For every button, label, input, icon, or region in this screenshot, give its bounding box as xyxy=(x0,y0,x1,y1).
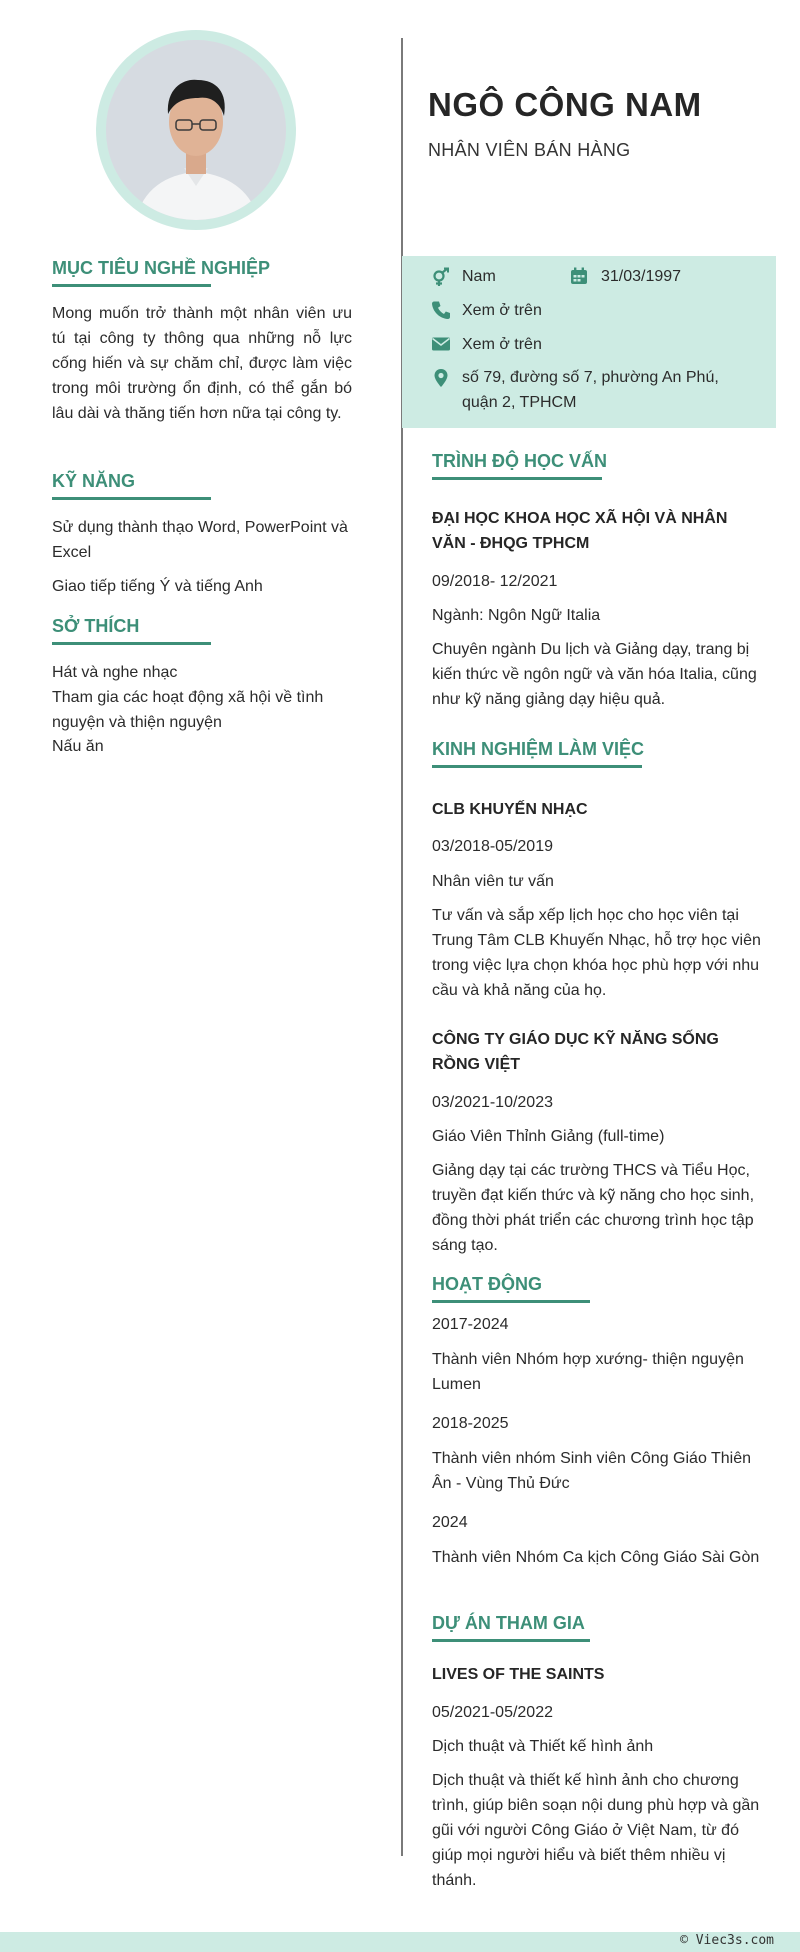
education-title: TRÌNH ĐỘ HỌC VẤN xyxy=(432,451,607,471)
job-title: NHÂN VIÊN BÁN HÀNG xyxy=(428,140,631,160)
projects-title: DỰ ÁN THAM GIA xyxy=(432,1613,585,1633)
avatar-portrait-icon xyxy=(106,40,286,220)
hobby-item: Hát và nghe nhạc xyxy=(52,664,178,681)
address-line-2: quận 2, TPHCM xyxy=(462,394,577,411)
activities-underline xyxy=(432,1300,590,1303)
job-period: 03/2018-05/2019 xyxy=(432,838,553,855)
job-company: CLB KHUYẾN NHẠC xyxy=(432,801,588,818)
activities-title: HOẠT ĐỘNG xyxy=(432,1274,542,1294)
location-icon xyxy=(431,368,451,388)
project-description: Dịch thuật và thiết kế hình ảnh cho chương trình, giúp biên soạn nội dung phù hợp và gần gũi với người Công Giáo ở Việt Nam, từ đó giúp mọi người hiểu và biết thêm nhiều vị thánh. xyxy=(432,1772,760,1889)
education-period: 09/2018- 12/2021 xyxy=(432,573,558,590)
avatar xyxy=(106,40,286,220)
experience-underline xyxy=(432,765,642,768)
skills-underline xyxy=(52,497,211,500)
project-role: Dịch thuật và Thiết kế hình ảnh xyxy=(432,1738,654,1755)
objective-title: MỤC TIÊU NGHỀ NGHIỆP xyxy=(52,258,271,278)
job-company: CÔNG TY GIÁO DỤC KỸ NĂNG SỐNG RỒNG VIỆT xyxy=(432,1031,719,1073)
project-name: LIVES OF THE SAINTS xyxy=(432,1666,605,1683)
activity-description: Thành viên nhóm Sinh viên Công Giáo Thiên Ân - Vùng Thủ Đức xyxy=(432,1450,752,1492)
skills-title: KỸ NĂNG xyxy=(52,471,136,491)
education-school: ĐẠI HỌC KHOA HỌC XÃ HỘI VÀ NHÂN VĂN - ĐHQG TPHCM xyxy=(432,510,728,552)
activity-year: 2017-2024 xyxy=(432,1316,509,1333)
education-description: Chuyên ngành Du lịch và Giảng dạy, trang bị kiến thức về ngôn ngữ và văn hóa Italia, cũng như kỹ năng giảng dạy hiệu quả. xyxy=(432,641,757,708)
hobby-item: Nấu ăn xyxy=(52,738,104,755)
hobbies-underline xyxy=(52,642,211,645)
hobby-item: Tham gia các hoạt động xã hội về tình nguyện và thiện nguyện xyxy=(52,689,324,731)
job-role: Giáo Viên Thỉnh Giảng (full-time) xyxy=(432,1128,665,1145)
job-description: Tư vấn và sắp xếp lịch học cho học viên tại Trung Tâm CLB Khuyến Nhạc, hỗ trợ học viên trong việc lựa chọn khóa học phù hợp với nhu cầu và khả năng của họ. xyxy=(432,907,761,999)
activity-description: Thành viên Nhóm hợp xướng- thiện nguyện Lumen xyxy=(432,1351,744,1393)
objective-underline xyxy=(52,284,211,287)
experience-title: KINH NGHIỆM LÀM VIỆC xyxy=(432,739,645,759)
gender-icon xyxy=(431,267,451,287)
phone-value: Xem ở trên xyxy=(462,302,542,319)
projects-underline xyxy=(432,1639,590,1642)
job-description: Giảng dạy tại các trường THCS và Tiểu Học, truyền đạt kiến thức và kỹ năng cho học sinh, đồng thời phát triển các chương trình học tập sáng tạo. xyxy=(432,1162,755,1254)
contact-box xyxy=(402,256,776,428)
activity-year: 2018-2025 xyxy=(432,1415,509,1432)
job-role: Nhân viên tư vấn xyxy=(432,873,554,890)
education-major: Ngành: Ngôn Ngữ Italia xyxy=(432,607,601,624)
job-period: 03/2021-10/2023 xyxy=(432,1094,553,1111)
address-line-1: số 79, đường số 7, phường An Phú, xyxy=(462,369,719,386)
activity-year: 2024 xyxy=(432,1514,468,1531)
candidate-name: NGÔ CÔNG NAM xyxy=(428,86,702,123)
project-period: 05/2021-05/2022 xyxy=(432,1704,553,1721)
hobbies-title: SỞ THÍCH xyxy=(52,616,140,636)
calendar-icon xyxy=(569,266,589,286)
skill-item: Giao tiếp tiếng Ý và tiếng Anh xyxy=(52,578,263,595)
gender-value: Nam xyxy=(462,268,496,285)
birthdate-value: 31/03/1997 xyxy=(601,268,682,285)
watermark-text: © Viec3s.com xyxy=(680,1933,774,1948)
education-underline xyxy=(432,477,602,480)
email-value: Xem ở trên xyxy=(462,336,542,353)
email-icon xyxy=(431,334,451,354)
skill-item: Sử dụng thành thạo Word, PowerPoint và Excel xyxy=(52,519,348,561)
objective-text: Mong muốn trở thành một nhân viên ưu tú tại công ty thông qua những nỗ lực cống hiến và sự chăm chỉ, được làm việc trong môi trường ổn định, có thể gắn bó lâu dài và thăng tiến hơn nữa tại công ty. xyxy=(52,305,352,422)
phone-icon xyxy=(431,300,451,320)
activity-description: Thành viên Nhóm Ca kịch Công Giáo Sài Gòn xyxy=(432,1549,760,1566)
